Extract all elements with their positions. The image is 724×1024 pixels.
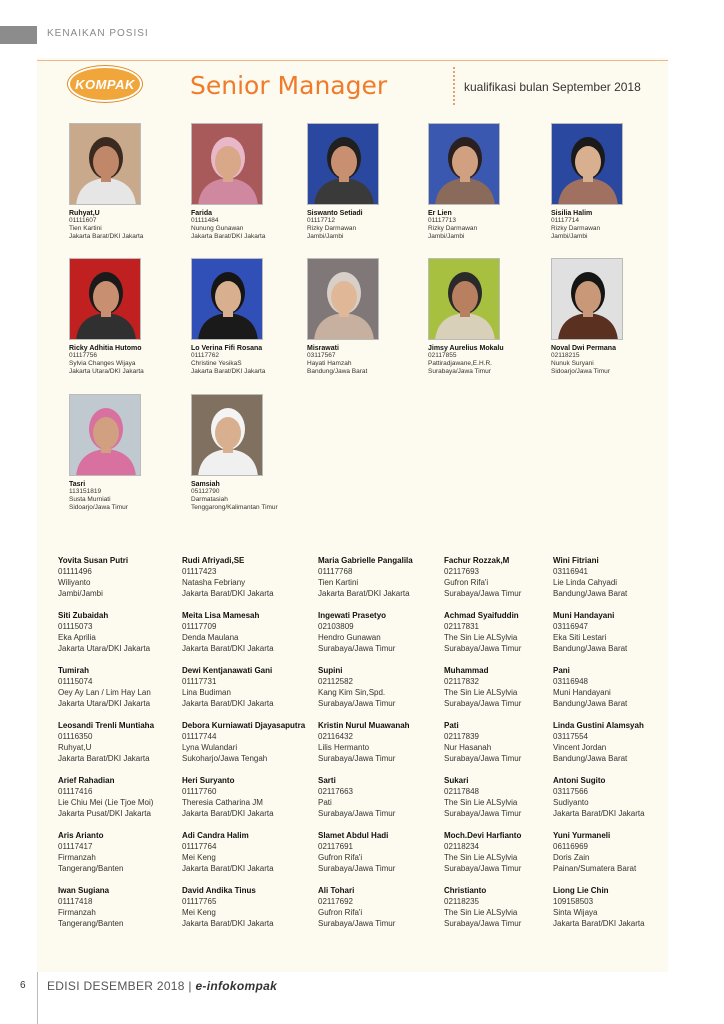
member-id: 01117760: [182, 787, 217, 796]
member-id: 02117693: [444, 567, 479, 576]
member-sponsor: Tien Kartini: [69, 225, 102, 232]
member-name: Kristin Nurul Muawanah: [318, 721, 410, 730]
member-city: Surabaya/Jawa Timur: [318, 644, 396, 653]
member-id: 06116969: [553, 842, 588, 851]
member-name: Muni Handayani: [553, 611, 615, 620]
member-list-item: [553, 720, 679, 764]
member-id: 03116947: [553, 622, 588, 631]
member-sponsor: The Sin Lie ALSylvia: [444, 853, 518, 862]
page-subtitle: kualifikasi bulan September 2018: [464, 80, 641, 94]
member-city: Bandung/Jawa Barat: [553, 699, 628, 708]
member-id: 01117765: [182, 897, 217, 906]
member-name: Siswanto Setiadi: [307, 210, 363, 217]
member-list-item: [318, 610, 444, 654]
member-sponsor: Gufron Rifa'i: [318, 908, 363, 917]
member-name: Tumirah: [58, 666, 89, 675]
member-sponsor: Ruhyat,U: [58, 743, 92, 752]
member-sponsor: Natasha Febriany: [182, 578, 246, 587]
member-photo-card: [69, 258, 189, 376]
member-photo-card: [551, 258, 671, 376]
member-list-item: [444, 775, 570, 819]
member-photo: [191, 394, 263, 476]
member-city: Jakarta Barat/DKI Jakarta: [182, 864, 274, 873]
member-id: 01111484: [191, 217, 219, 224]
member-name: Sisilia Halim: [551, 210, 593, 217]
member-sponsor: Eka Aprilia: [58, 633, 96, 642]
member-name: Rudi Afriyadi,SE: [182, 556, 245, 565]
member-name: Er Lien: [428, 210, 452, 217]
member-list-item: [553, 555, 679, 599]
member-city: Surabaya/Jawa Timur: [318, 754, 396, 763]
member-name: Adi Candra Halim: [182, 831, 249, 840]
member-sponsor: The Sin Lie ALSylvia: [444, 908, 518, 917]
member-photo-card: [307, 258, 427, 376]
member-id: 02117663: [318, 787, 353, 796]
member-name: Sukari: [444, 776, 469, 785]
member-sponsor: Rizky Darmawan: [307, 225, 357, 232]
member-id: 113151819: [69, 488, 102, 495]
member-name: Sarti: [318, 776, 336, 785]
member-name: Liong Lie Chin: [553, 886, 609, 895]
member-city: Jakarta Barat/DKI Jakarta: [182, 644, 274, 653]
member-photo-card: [69, 394, 189, 512]
member-list-item: [182, 665, 308, 709]
member-sponsor: Nunung Gunawan: [191, 225, 244, 232]
member-city: Tangerang/Banten: [58, 864, 124, 873]
member-id: 01117768: [318, 567, 353, 576]
member-list-item: [58, 885, 184, 929]
member-photo: [69, 394, 141, 476]
member-city: Jakarta Barat/DKI Jakarta: [191, 368, 266, 375]
member-id: 01115074: [58, 677, 93, 686]
member-name: Jimsy Aurelius Mokalu: [428, 345, 504, 352]
member-id: 01116350: [58, 732, 93, 741]
member-sponsor: Wiliyanto: [58, 578, 91, 587]
member-city: Bandung/Jawa Barat: [553, 644, 628, 653]
member-sponsor: Doris Zain: [553, 853, 590, 862]
member-name: Maria Gabrielle Pangalila: [318, 556, 413, 565]
member-list-item: [182, 720, 308, 764]
member-id: 01117714: [551, 217, 579, 224]
member-name: Muhammad: [444, 666, 489, 675]
member-list-item: [444, 720, 570, 764]
member-name: Achmad Syaifuddin: [444, 611, 519, 620]
member-list-item: [553, 885, 679, 929]
member-sponsor: Tien Kartini: [318, 578, 359, 587]
member-id: 01117762: [191, 352, 219, 359]
member-city: Jakarta Barat/DKI Jakarta: [182, 699, 274, 708]
member-city: Surabaya/Jawa Timur: [428, 368, 491, 375]
member-sponsor: Hayati Hamzah: [307, 360, 352, 367]
member-id: 02117691: [318, 842, 353, 851]
member-list-item: [58, 610, 184, 654]
member-sponsor: Sinta Wijaya: [553, 908, 598, 917]
member-id: 03116941: [553, 567, 588, 576]
member-name: Noval Dwi Permana: [551, 345, 616, 352]
member-list-item: [553, 830, 679, 874]
member-city: Jambi/Jambi: [58, 589, 103, 598]
member-name: Ingewati Prasetyo: [318, 611, 387, 620]
member-city: Surabaya/Jawa Timur: [318, 809, 396, 818]
header-divider: [37, 60, 668, 61]
member-photo-card: [428, 123, 548, 241]
member-list-item: [318, 720, 444, 764]
member-id: 03116948: [553, 677, 588, 686]
member-photo-card: [191, 394, 311, 512]
member-sponsor: Sylvia Changes Wijaya: [69, 360, 136, 367]
member-city: Surabaya/Jawa Timur: [318, 919, 396, 928]
member-photo: [428, 123, 500, 205]
member-name: Debora Kurniawati Djayasaputra: [182, 721, 306, 730]
member-id: 02117832: [444, 677, 479, 686]
member-list-item: [444, 555, 570, 599]
member-id: 01117764: [182, 842, 217, 851]
member-name: Lo Verina Fifi Rosana: [191, 345, 263, 352]
member-city: Jakarta Barat/DKI Jakarta: [553, 919, 645, 928]
member-sponsor: Pati: [318, 798, 332, 807]
member-list-item: [444, 885, 570, 929]
member-name: Yovita Susan Putri: [58, 556, 129, 565]
member-id: 02117839: [444, 732, 479, 741]
member-sponsor: Hendro Gunawan: [318, 633, 381, 642]
member-list-item: [318, 665, 444, 709]
member-sponsor: Firmanzah: [58, 908, 96, 917]
member-name: Moch.Devi Harfianto: [444, 831, 522, 840]
member-city: Surabaya/Jawa Timur: [444, 644, 522, 653]
member-sponsor: Lie Chiu Mei (Lie Tjoe Moi): [58, 798, 154, 807]
member-id: 01117756: [69, 352, 97, 359]
member-sponsor: The Sin Lie ALSylvia: [444, 688, 518, 697]
member-photo: [191, 258, 263, 340]
member-name: Yuni Yurmaneli: [553, 831, 611, 840]
member-id: 01117416: [58, 787, 93, 796]
member-sponsor: Lyna Wulandari: [182, 743, 238, 752]
member-city: Surabaya/Jawa Timur: [318, 699, 396, 708]
member-id: 01111607: [69, 217, 97, 224]
member-sponsor: Nunuk Suryani: [551, 360, 594, 367]
member-sponsor: Vincent Jordan: [553, 743, 607, 752]
member-id: 03117554: [553, 732, 588, 741]
member-name: Fachur Rozzak,M: [444, 556, 510, 565]
member-city: Surabaya/Jawa Timur: [444, 754, 522, 763]
member-list-item: [553, 610, 679, 654]
member-list-item: [182, 775, 308, 819]
member-id: 01117709: [182, 622, 217, 631]
page-number: 6: [20, 980, 26, 991]
page-title: Senior Manager: [190, 71, 388, 100]
member-id: 02117855: [428, 352, 457, 359]
member-list-item: [182, 885, 308, 929]
member-id: 01115073: [58, 622, 93, 631]
member-photo: [307, 258, 379, 340]
member-list-item: [58, 665, 184, 709]
footer-edition: EDISI DESEMBER 2018 | e-infokompak: [47, 979, 278, 993]
member-id: 03117567: [307, 352, 336, 359]
member-city: Jakarta Utara/DKI Jakarta: [69, 368, 144, 375]
member-city: Bandung/Jawa Barat: [553, 589, 628, 598]
member-city: Jakarta Barat/DKI Jakarta: [182, 589, 274, 598]
member-list-item: [318, 830, 444, 874]
member-city: Tenggarong/Kalimantan Timur: [191, 504, 278, 511]
member-photo: [191, 123, 263, 205]
member-sponsor: Denda Maulana: [182, 633, 239, 642]
member-city: Jakarta Barat/DKI Jakarta: [182, 809, 274, 818]
member-name: Supini: [318, 666, 343, 675]
member-id: 05112790: [191, 488, 220, 495]
member-city: Surabaya/Jawa Timur: [444, 809, 522, 818]
member-list-item: [318, 775, 444, 819]
member-city: Jakarta Barat/DKI Jakarta: [182, 919, 274, 928]
member-name: Ruhyat,U: [69, 210, 100, 217]
member-sponsor: The Sin Lie ALSylvia: [444, 633, 518, 642]
member-photo-card: [428, 258, 548, 376]
member-sponsor: Christine YesikaS: [191, 360, 242, 367]
member-id: 01117744: [182, 732, 217, 741]
member-city: Painan/Sumatera Barat: [553, 864, 637, 873]
member-id: 02112582: [318, 677, 353, 686]
member-city: Jakarta Barat/DKI Jakarta: [69, 233, 144, 240]
member-name: Ricky Adhitia Hutomo: [69, 345, 142, 352]
member-photo: [551, 258, 623, 340]
member-name: David Andika Tinus: [182, 886, 256, 895]
member-id: 02117692: [318, 897, 353, 906]
member-city: Jakarta Barat/DKI Jakarta: [58, 754, 150, 763]
member-name: Ali Tohari: [318, 886, 355, 895]
member-city: Jakarta Barat/DKI Jakarta: [318, 589, 410, 598]
member-list-item: [553, 775, 679, 819]
member-city: Jambi/Jambi: [428, 233, 465, 240]
member-id: 03117566: [553, 787, 588, 796]
member-list-item: [58, 775, 184, 819]
member-list-item: [444, 610, 570, 654]
member-city: Jakarta Barat/DKI Jakarta: [553, 809, 645, 818]
dotted-divider: [453, 67, 455, 105]
member-id: 01117712: [307, 217, 335, 224]
member-photo-card: [69, 123, 189, 241]
member-sponsor: Theresia Catharina JM: [182, 798, 263, 807]
member-sponsor: Lilis Hermanto: [318, 743, 370, 752]
member-name: Meita Lisa Mamesah: [182, 611, 260, 620]
member-city: Jakarta Pusat/DKI Jakarta: [58, 809, 151, 818]
member-id: 02118235: [444, 897, 479, 906]
member-id: 01117423: [182, 567, 217, 576]
member-city: Surabaya/Jawa Timur: [444, 864, 522, 873]
member-sponsor: Gufron Rifa'i: [318, 853, 363, 862]
member-id: 01117418: [58, 897, 93, 906]
member-list-item: [444, 830, 570, 874]
member-name: Iwan Sugiana: [58, 886, 110, 895]
member-city: Jambi/Jambi: [551, 233, 588, 240]
member-photo: [69, 258, 141, 340]
member-list-item: [318, 555, 444, 599]
member-photo-card: [191, 258, 311, 376]
member-city: Jambi/Jambi: [307, 233, 344, 240]
member-name: Aris Arianto: [58, 831, 104, 840]
member-id: 02116432: [318, 732, 353, 741]
member-sponsor: Sudiyanto: [553, 798, 589, 807]
member-list-item: [58, 720, 184, 764]
member-name: Tasri: [69, 481, 86, 488]
member-photo: [551, 123, 623, 205]
member-sponsor: Mei Keng: [182, 853, 216, 862]
member-city: Jakarta Utara/DKI Jakarta: [58, 644, 151, 653]
member-id: 01117417: [58, 842, 93, 851]
member-sponsor: Lie Linda Cahyadi: [553, 578, 618, 587]
member-city: Sidoarjo/Jawa Timur: [69, 504, 128, 511]
member-sponsor: Darmatasiah: [191, 496, 228, 503]
member-name: Antoni Sugito: [553, 776, 606, 785]
member-photo-card: [551, 123, 671, 241]
member-id: 02103809: [318, 622, 354, 631]
member-id: 02118234: [444, 842, 479, 851]
member-id: 02117831: [444, 622, 479, 631]
member-name: Christianto: [444, 886, 487, 895]
member-name: Heri Suryanto: [182, 776, 235, 785]
member-id: 01117731: [182, 677, 217, 686]
member-photo: [428, 258, 500, 340]
member-name: Dewi Kentjanawati Gani: [182, 666, 273, 675]
member-sponsor: Muni Handayani: [553, 688, 611, 697]
member-city: Bandung/Jawa Barat: [307, 368, 368, 375]
member-sponsor: Susta Murniati: [69, 496, 111, 503]
member-name: Wini Fitriani: [553, 556, 599, 565]
member-id: 02118215: [551, 352, 580, 359]
member-city: Sukoharjo/Jawa Tengah: [182, 754, 268, 763]
member-city: Bandung/Jawa Barat: [553, 754, 628, 763]
member-city: Jakarta Barat/DKI Jakarta: [191, 233, 266, 240]
member-name: Samsiah: [191, 481, 220, 488]
member-sponsor: Rizky Darmawan: [551, 225, 601, 232]
member-sponsor: Kang Kim Sin,Spd.: [318, 688, 386, 697]
member-sponsor: Lina Budiman: [182, 688, 231, 697]
member-list-item: [318, 885, 444, 929]
member-sponsor: Mei Keng: [182, 908, 216, 917]
section-label: KENAIKAN POSISI: [47, 28, 149, 39]
member-list-item: [182, 555, 308, 599]
member-name: Pani: [553, 666, 570, 675]
member-id: 01111496: [58, 567, 92, 576]
kompak-logo: KOMPAK: [68, 66, 142, 102]
member-city: Surabaya/Jawa Timur: [444, 699, 522, 708]
member-list-item: [182, 610, 308, 654]
member-city: Surabaya/Jawa Timur: [444, 589, 522, 598]
section-marker: [0, 26, 37, 44]
member-id: 01117713: [428, 217, 456, 224]
member-id: 109158503: [553, 897, 594, 906]
member-name: Misrawati: [307, 345, 339, 352]
member-name: Arief Rahadian: [58, 776, 115, 785]
member-city: Jakarta Utara/DKI Jakarta: [58, 699, 151, 708]
member-list-item: [58, 555, 184, 599]
member-list-item: [553, 665, 679, 709]
member-city: Surabaya/Jawa Timur: [318, 864, 396, 873]
member-name: Siti Zubaidah: [58, 611, 109, 620]
member-name: Slamet Abdul Hadi: [318, 831, 389, 840]
member-photo: [69, 123, 141, 205]
member-photo-card: [191, 123, 311, 241]
member-sponsor: Gufron Rifa'i: [444, 578, 489, 587]
member-sponsor: Oey Ay Lan / Lim Hay Lan: [58, 688, 151, 697]
member-sponsor: The Sin Lie ALSylvia: [444, 798, 518, 807]
member-list-item: [444, 665, 570, 709]
member-photo: [307, 123, 379, 205]
member-list-item: [182, 830, 308, 874]
member-photo-card: [307, 123, 427, 241]
member-city: Surabaya/Jawa Timur: [444, 919, 522, 928]
member-sponsor: Nur Hasanah: [444, 743, 492, 752]
member-id: 02117848: [444, 787, 479, 796]
member-city: Sidoarjo/Jawa Timur: [551, 368, 610, 375]
member-sponsor: Rizky Darmawan: [428, 225, 478, 232]
member-sponsor: Eka Siti Lestari: [553, 633, 607, 642]
member-name: Farida: [191, 210, 213, 217]
member-sponsor: Pattiradjawane,E.H.R.: [428, 360, 492, 367]
member-city: Tangerang/Banten: [58, 919, 124, 928]
footer-divider: [37, 972, 38, 1024]
member-name: Pati: [444, 721, 459, 730]
member-list-item: [58, 830, 184, 874]
member-name: Leosandi Trenli Muntiaha: [58, 721, 155, 730]
member-name: Linda Gustini Alamsyah: [553, 721, 644, 730]
member-sponsor: Firmanzah: [58, 853, 96, 862]
